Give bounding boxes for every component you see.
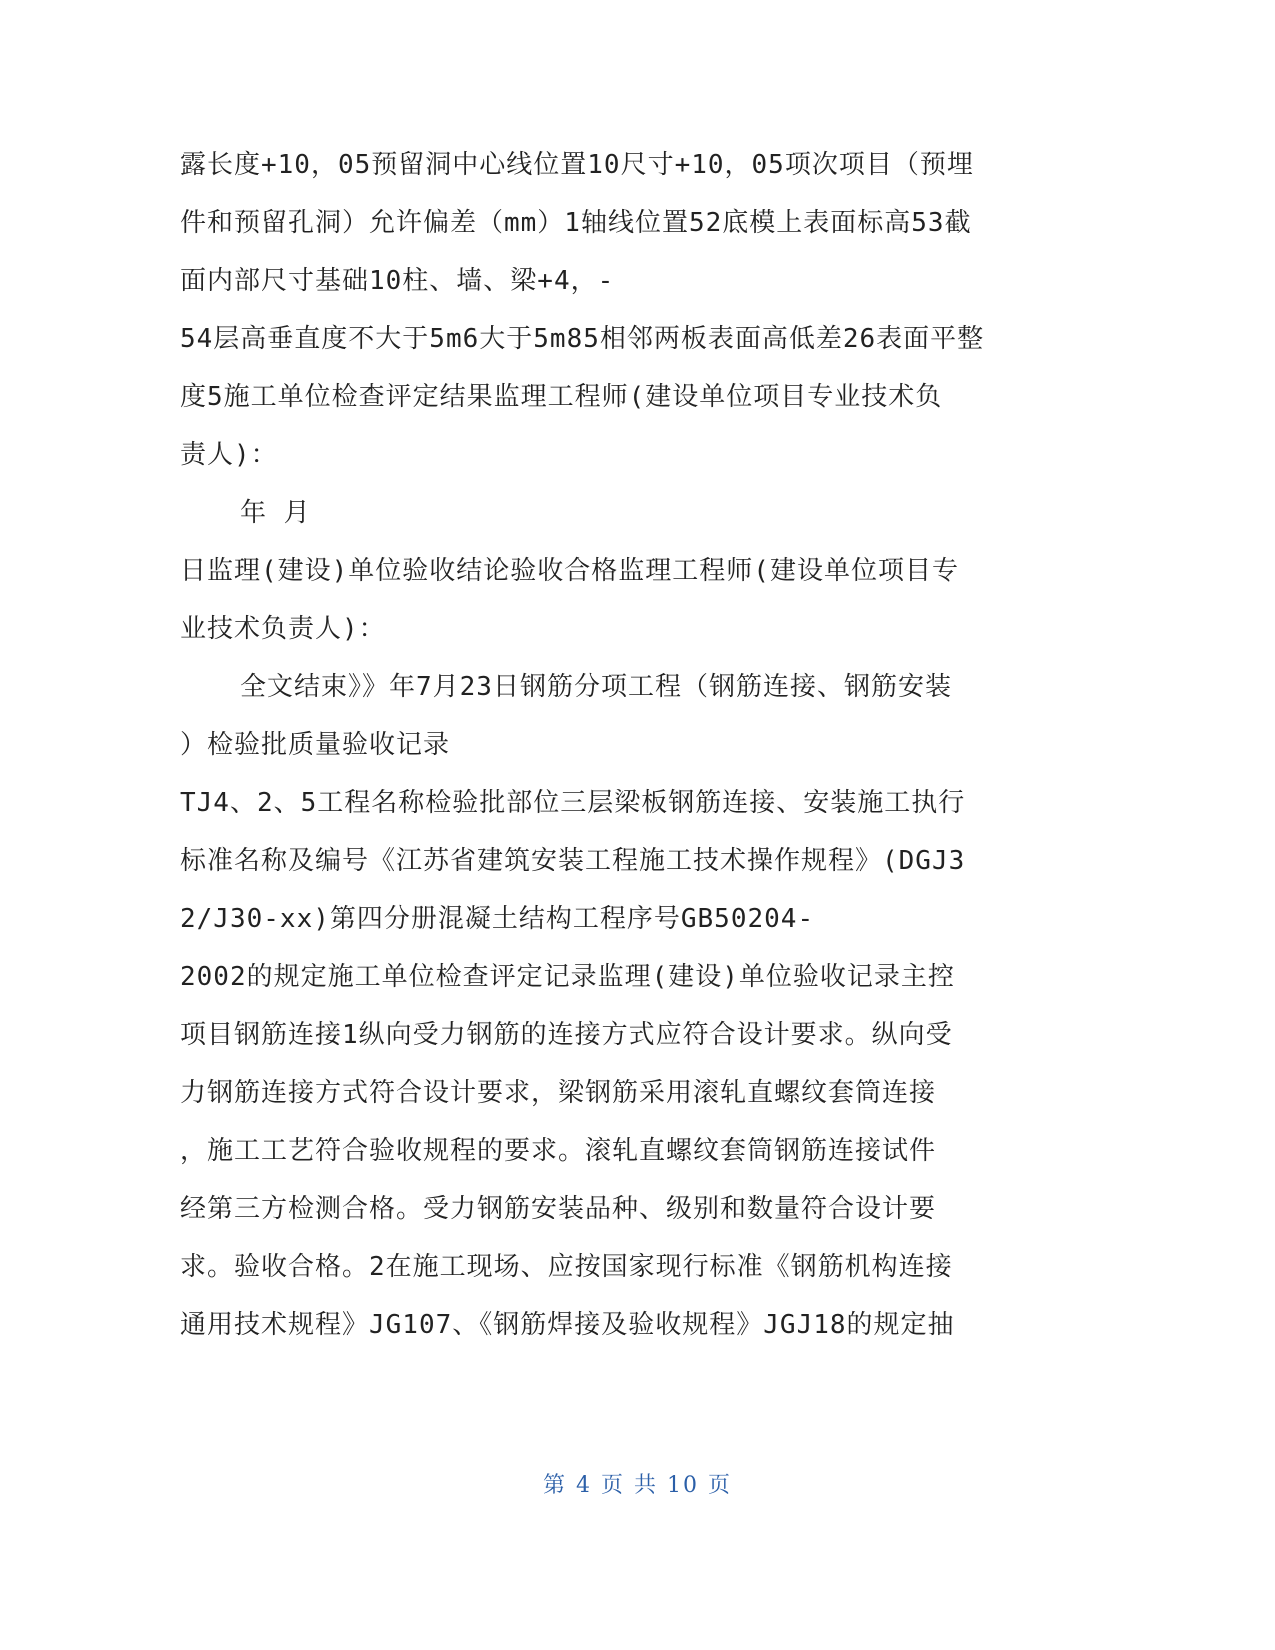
text-line: 面内部尺寸基础10柱、墙、梁+4，- xyxy=(180,266,615,296)
text-line: 力钢筋连接方式符合设计要求，梁钢筋采用滚轧直螺纹套筒连接 xyxy=(180,1078,937,1108)
text-line: 求。验收合格。2在施工现场、应按国家现行标准《钢筋机构连接 xyxy=(180,1252,953,1282)
document-body xyxy=(180,136,1040,1354)
page-footer xyxy=(0,1468,1275,1499)
text-line: ）检验批质量验收记录 xyxy=(180,730,451,760)
footer-middle: 页 共 xyxy=(601,1473,658,1498)
text-line: 件和预留孔洞）允许偏差（mm）1轴线位置52底模上表面标高53截 xyxy=(180,208,972,238)
text-line: 责人)： xyxy=(180,440,278,470)
date-line: 年 月 xyxy=(240,498,311,528)
text-line: 露长度+10，05预留洞中心线位置10尺寸+10，05项次项目（预埋 xyxy=(180,150,974,180)
text-line: 通用技术规程》JG107、《钢筋焊接及验收规程》JGJ18的规定抽 xyxy=(180,1310,955,1340)
footer-suffix: 页 xyxy=(708,1473,733,1498)
text-line: 2/J30-xx)第四分册混凝土结构工程序号GB50204- xyxy=(180,904,815,934)
text-line: 日监理(建设)单位验收结论验收合格监理工程师(建设单位项目专 xyxy=(180,556,959,586)
text-line: TJ4、2、5工程名称检验批部位三层梁板钢筋连接、安装施工执行 xyxy=(180,788,966,818)
text-line: 标准名称及编号《江苏省建筑安装工程施工技术操作规程》(DGJ3 xyxy=(180,846,966,876)
text-line: 度5施工单位检查评定结果监理工程师(建设单位项目专业技术负 xyxy=(180,382,943,412)
text-line: 项目钢筋连接1纵向受力钢筋的连接方式应符合设计要求。纵向受 xyxy=(180,1020,953,1050)
text-line: 54层高垂直度不大于5m6大于5m85相邻两板表面高低差26表面平整 xyxy=(180,324,985,354)
footer-prefix: 第 xyxy=(542,1473,567,1498)
text-line: 全文结束》》年7月23日钢筋分项工程（钢筋连接、钢筋安装 xyxy=(240,672,952,702)
text-line: ，施工工艺符合验收规程的要求。滚轧直螺纹套筒钢筋连接试件 xyxy=(180,1136,937,1166)
text-line: 2002的规定施工单位检查评定记录监理(建设)单位验收记录主控 xyxy=(180,962,955,992)
text-line: 经第三方检测合格。受力钢筋安装品种、级别和数量符合设计要 xyxy=(180,1194,937,1224)
text-line: 业技术负责人)： xyxy=(180,614,386,644)
total-pages-number: 10 xyxy=(667,1473,699,1498)
current-page-number: 4 xyxy=(576,1473,592,1498)
